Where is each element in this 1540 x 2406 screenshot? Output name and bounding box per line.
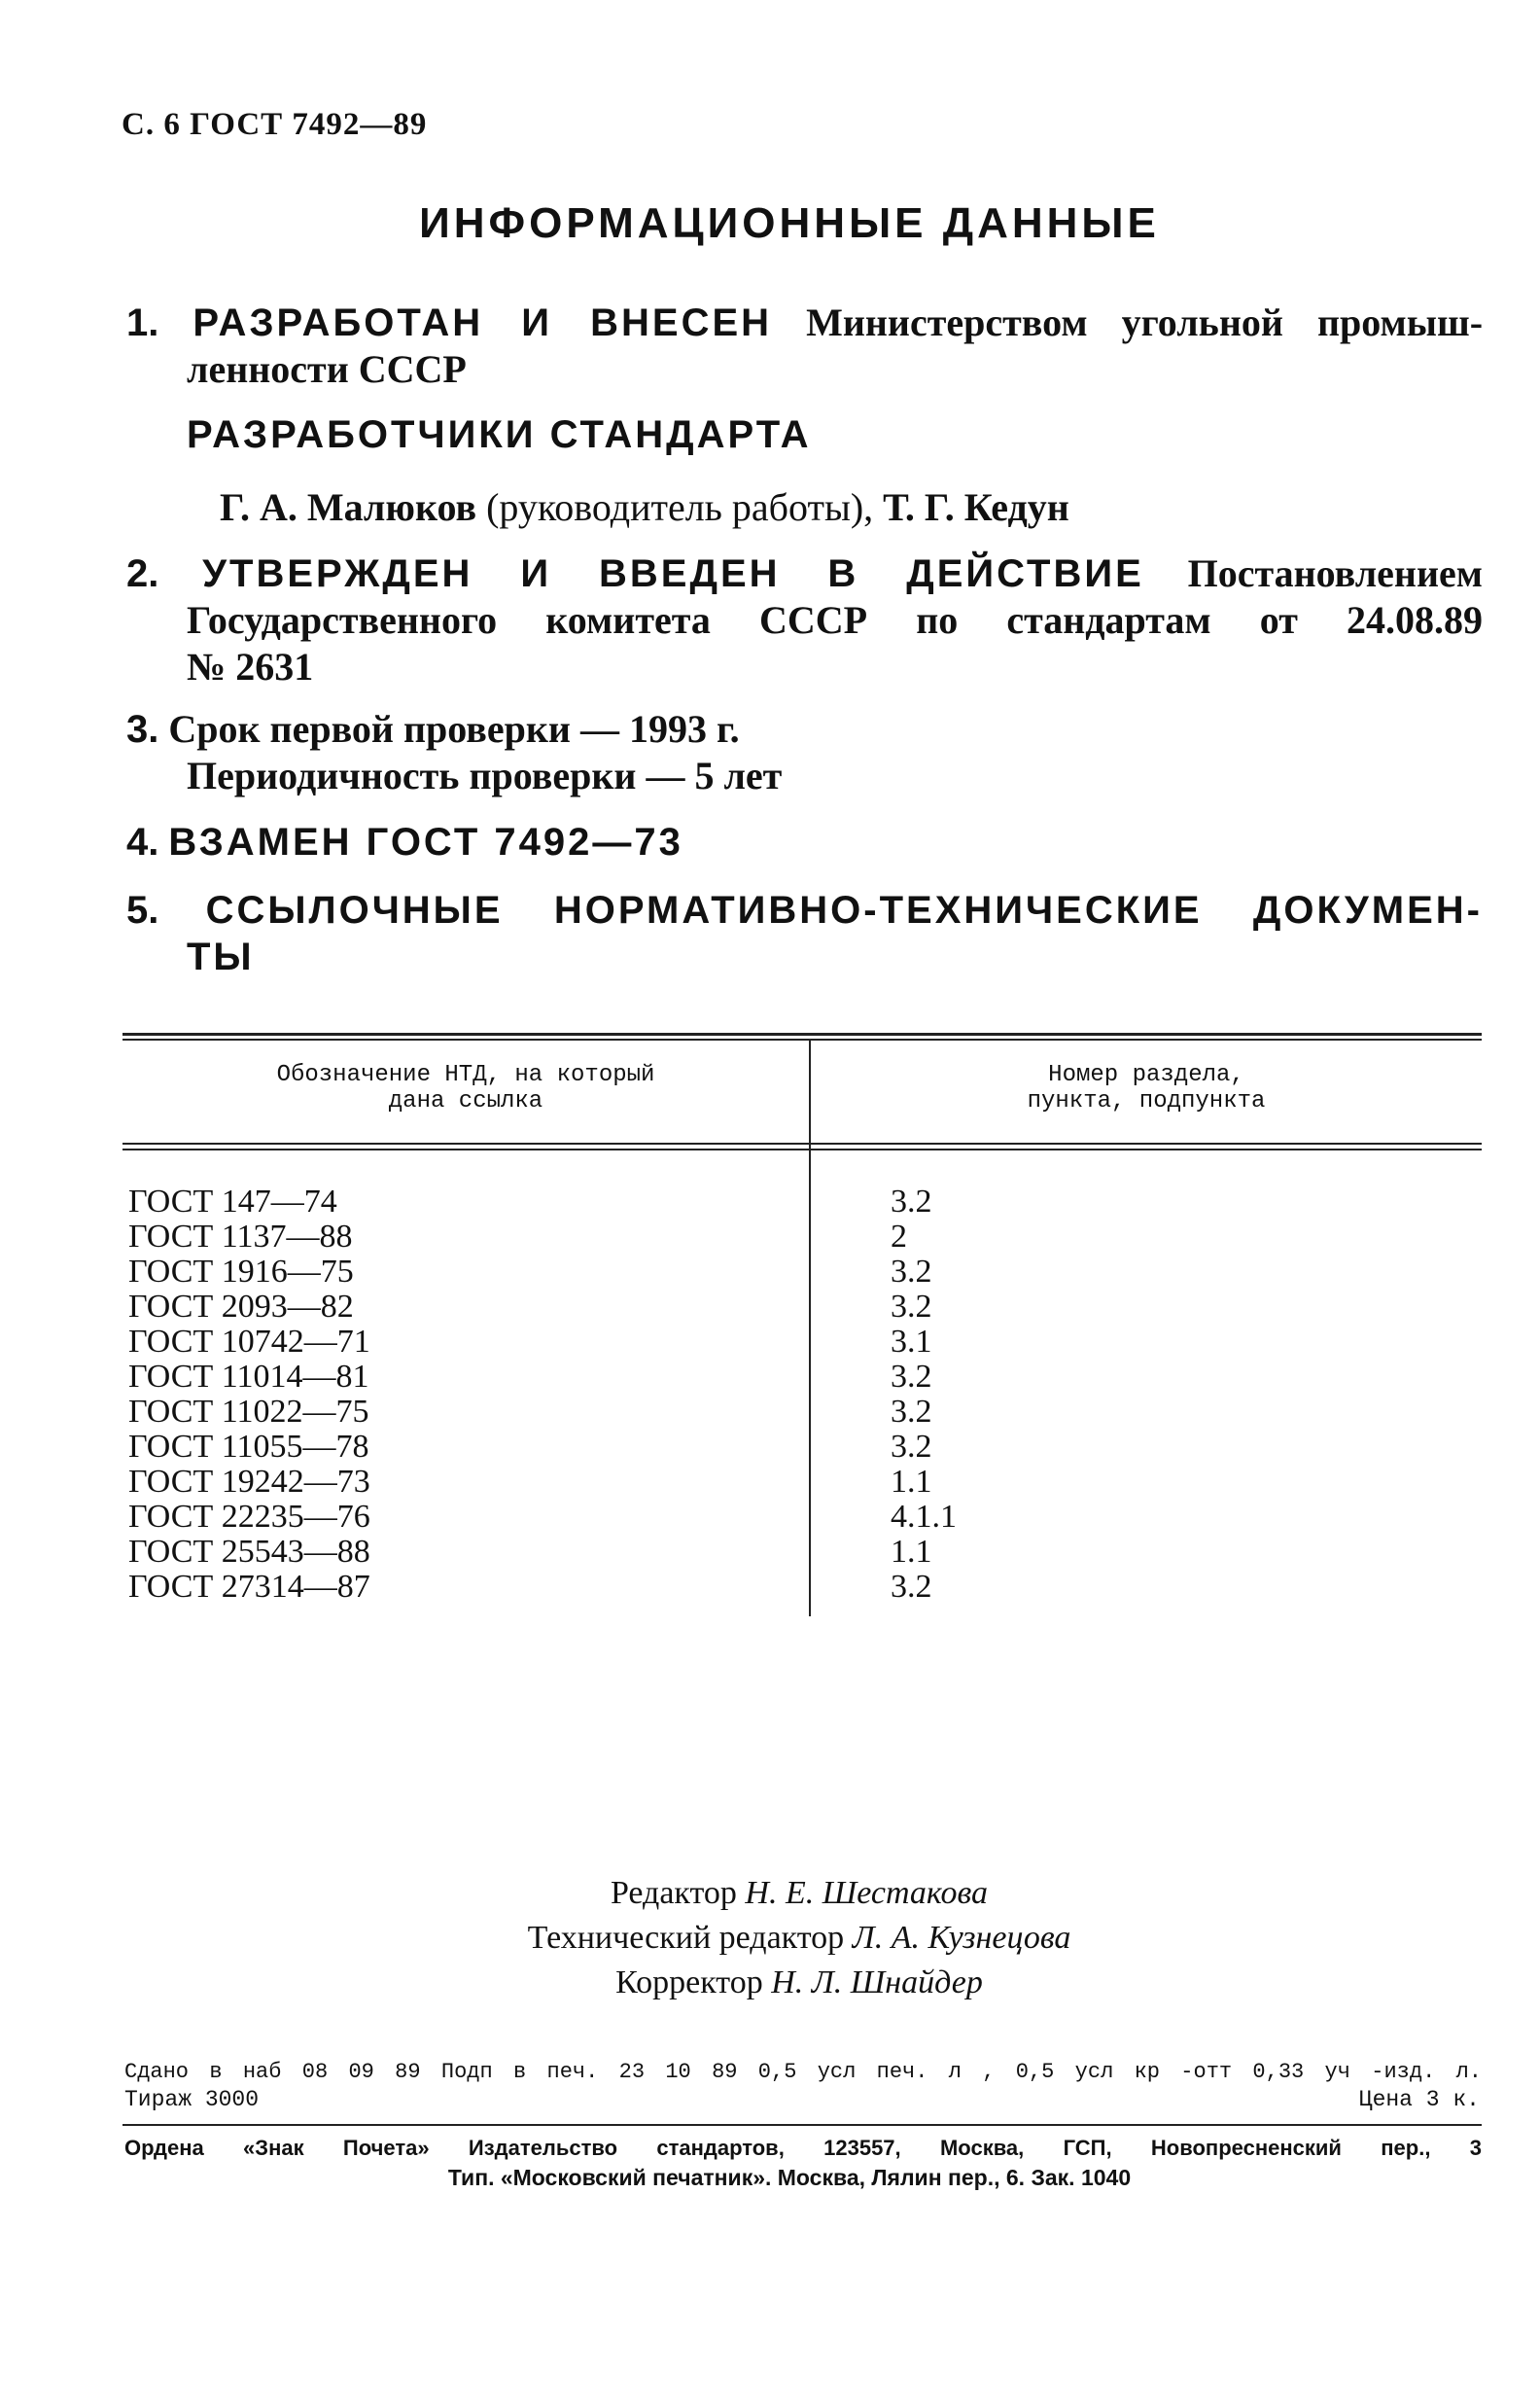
table-row-section: 2	[891, 1219, 907, 1255]
item-caps-cont: ТЫ	[187, 936, 255, 978]
item-4	[126, 819, 1483, 866]
developer-2: Т. Г. Кедун	[883, 485, 1069, 529]
item-number: 4.	[126, 821, 159, 864]
table-row-designation: ГОСТ 25543—88	[128, 1534, 370, 1570]
table-row-section: 1.1	[891, 1464, 932, 1500]
table-row-designation: ГОСТ 22235—76	[128, 1499, 370, 1535]
imprint-line-1: Сдано в наб 08 09 89 Подп в печ. 23 10 89 0,5 усл печ. л , 0,5 усл кр -отт 0,33 уч -изд. л.	[124, 2060, 1482, 2084]
table-row-designation: ГОСТ 11022—75	[128, 1394, 369, 1430]
table-row-designation: ГОСТ 1916—75	[128, 1254, 354, 1290]
table-row-designation: ГОСТ 10742—71	[128, 1324, 370, 1360]
item-number: 5.	[126, 889, 159, 932]
credit-editor: Редактор Н. Е. Шестакова	[610, 1875, 989, 1911]
item-3	[126, 706, 1483, 799]
table-row-section: 1.1	[891, 1534, 932, 1570]
table-row-designation: ГОСТ 19242—73	[128, 1464, 370, 1500]
table-row-section: 4.1.1	[891, 1499, 957, 1535]
table-row-section: 3.1	[891, 1324, 932, 1360]
item-number: 2.	[126, 552, 159, 595]
item-text: Министерством угольной промыш-	[806, 301, 1484, 344]
table-row-designation: ГОСТ 2093—82	[128, 1289, 354, 1325]
developer-1: Г. А. Малюков	[220, 485, 477, 529]
item-1	[126, 300, 1483, 393]
page-header: С. 6 ГОСТ 7492—89	[122, 107, 428, 142]
developers-heading: РАЗРАБОТЧИКИ СТАНДАРТА	[187, 413, 812, 456]
printer-line: Тип. «Московский печатник». Москва, Лялин пер., 6. Зак. 1040	[447, 2165, 1132, 2190]
table-header-col1: Обозначение НТД, на который дана ссылка	[276, 1062, 655, 1115]
table-row-section: 3.2	[891, 1254, 932, 1290]
item-text-cont: ленности СССР	[187, 347, 467, 391]
table-row-section: 3.2	[891, 1359, 932, 1395]
item-text: Срок первой проверки — 1993 г.	[168, 707, 740, 751]
table-header-rule-2	[122, 1149, 1482, 1150]
table-row-designation: ГОСТ 11014—81	[128, 1359, 369, 1395]
item-number: 1.	[126, 301, 159, 344]
imprint-rule	[122, 2124, 1482, 2126]
table-header-col2: Номер раздела, пункта, подпункта	[1027, 1062, 1266, 1115]
item-text: Постановлением	[1187, 551, 1484, 595]
table-row-designation: ГОСТ 27314—87	[128, 1569, 370, 1605]
table-row-section: 3.2	[891, 1289, 932, 1325]
credit-tech-editor: Технический редактор Л. А. Кузнецова	[527, 1920, 1071, 1956]
table-row-section: 3.2	[891, 1184, 932, 1220]
credits	[0, 1871, 1540, 2005]
developer-role: (руководитель работы),	[486, 485, 874, 529]
table-col1	[128, 1185, 370, 1605]
developers-line	[220, 484, 1069, 530]
item-caps: УТВЕРЖДЕН И ВВЕДЕН В ДЕЙСТВИЕ	[202, 552, 1144, 595]
item-text-cont: Государственного комитета СССР по стандартам от 24.08.89	[187, 598, 1483, 642]
item-caps: ССЫЛОЧНЫЕ НОРМАТИВНО-ТЕХНИЧЕСКИЕ ДОКУМЕН-	[205, 889, 1483, 932]
item-caps: ВЗАМЕН ГОСТ 7492—73	[168, 821, 683, 864]
table-row-designation: ГОСТ 11055—78	[128, 1429, 369, 1465]
table-top-rule-2	[122, 1039, 1482, 1041]
item-5	[126, 887, 1483, 980]
table-row-designation: ГОСТ 1137—88	[128, 1219, 353, 1255]
page-title: ИНФОРМАЦИОННЫЕ ДАННЫЕ	[419, 199, 1160, 247]
credit-corrector: Корректор Н. Л. Шнайдер	[615, 1964, 983, 2000]
table-row-section: 3.2	[891, 1394, 932, 1430]
table-header-rule	[122, 1143, 1482, 1145]
table-row-designation: ГОСТ 147—74	[128, 1184, 337, 1220]
imprint-line-2-left: Тираж 3000	[124, 2087, 260, 2112]
table-col2	[891, 1185, 957, 1605]
publisher-line: Ордена «Знак Почета» Издательство стандартов, 123557, Москва, ГСП, Новопресненский пер., 3	[124, 2136, 1482, 2160]
imprint-line-2-right: Цена 3 к.	[1358, 2087, 1480, 2112]
item-text-cont: № 2631	[187, 645, 314, 689]
table-column-divider	[809, 1041, 811, 1616]
item-2	[126, 550, 1483, 690]
table-row-section: 3.2	[891, 1429, 932, 1465]
item-text-cont: Периодичность проверки — 5 лет	[187, 754, 783, 797]
item-number: 3.	[126, 708, 159, 751]
table-top-rule	[122, 1033, 1482, 1036]
item-caps: РАЗРАБОТАН И ВНЕСЕН	[192, 301, 773, 344]
table-row-section: 3.2	[891, 1569, 932, 1605]
